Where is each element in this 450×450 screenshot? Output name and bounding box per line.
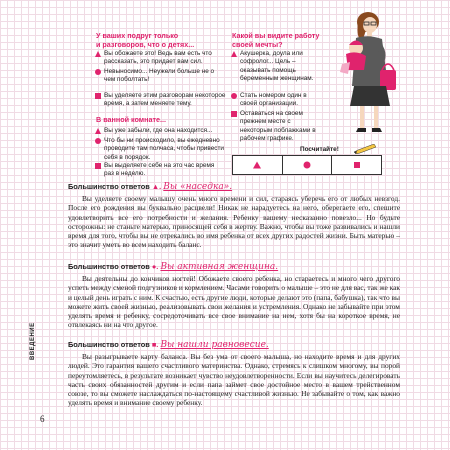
answer-heading-triangle: [68, 182, 232, 192]
item-text: Стать номером один в своей организации.: [240, 92, 307, 108]
triangle-marker-icon: [231, 51, 237, 57]
answer-heading-dot: [68, 262, 278, 272]
item-text: Вы уделяете этим разговорам некоторое время, а затем меняете тему.: [104, 92, 226, 108]
pencil-icon: [354, 144, 376, 154]
item-text: Акушерка, доула или софролог... Цель – оказывать помощь беременным женщинам.: [240, 50, 314, 82]
page-number: 6: [40, 414, 45, 424]
dot-icon: [304, 162, 311, 169]
answer-lead: Большинство ответов: [68, 182, 150, 191]
answer-item-bathroom-triangle: [104, 127, 226, 135]
answer-item-job-square: [240, 110, 322, 143]
answer-lead: Большинство ответов: [68, 262, 150, 271]
item-text: Вы уже забыли, где она находится...: [104, 127, 213, 134]
question-heading-dream-job: Какой вы видите работу своей мечты?: [232, 31, 320, 49]
count-cell-dot[interactable]: [283, 156, 333, 174]
item-text: Оставаться на своем прежнем месте с некоторым поблажками в рабочем графике.: [240, 110, 316, 142]
answer-item-bathroom-dot: [104, 137, 226, 162]
square-marker-icon: [95, 93, 101, 99]
answer-title: Вы «наседка».: [163, 182, 233, 192]
answer-item-friends-square: [104, 92, 226, 109]
count-cell-square[interactable]: [332, 156, 381, 174]
count-cell-triangle[interactable]: [233, 156, 283, 174]
dot-marker-icon: [95, 138, 101, 144]
square-marker-icon: [95, 163, 101, 169]
question-heading-bathroom: В ванной комнате...: [96, 115, 166, 124]
triangle-marker-icon: [95, 51, 101, 57]
answer-title: Вы нашли равновесие.: [160, 340, 269, 350]
answer-item-friends-dot: [104, 68, 226, 85]
section-side-label: ВВЕДЕНИЕ: [30, 322, 36, 360]
triangle-marker-icon: [95, 128, 101, 134]
triangle-icon: ▲.: [151, 182, 162, 191]
answer-text-dot: Вы деятельны до кончиков ногтей! Обожаете своего ребенка, но стараетесь и много чего другого успеть между сменой подгузников и кормлением. Часами говорить о малыше – это не для вас, так же как и целый день играть с ним. К счастью, есть другие люди, которые делают это (папа, бабушка), так что вы можете жить своей жизнью, реализовывать свои желания и устремления. Однако не забывайте при этом уделять время и ребенку, сосредоточивать все свое внимание на нем, хотя бы на короткое время, не отвлекаясь ни на что другое.: [68, 274, 400, 330]
item-text: Невыносимо... Неужели больше не о чем поболтать!: [104, 68, 215, 84]
square-marker-icon: [231, 111, 237, 117]
item-text: Что бы ни происходило, вы ежедневно проводите там полчаса, чтобы привести себя в порядок.: [104, 137, 224, 161]
answer-item-friends-triangle: [104, 50, 226, 67]
answer-title: Вы активная женщина.: [160, 262, 279, 272]
answer-item-job-dot: [240, 92, 322, 109]
answer-text-triangle: Вы уделяете своему малышу очень много времени и сил, стараясь уберечь его от любых невзгод. После его рождения вы буквально расцвели! Никак не нарадуетесь на него, оберегаете его, спешите удовлетворить все его потребности и желания. Ребенку вашему несказанно повезло... Но будьте осторожны: не станьте матерью, приносящей себя в жертву. Важно, чтобы вы тоже развивались и нашли время для того, чтобы вы не отрекались во имя ребенка от всех других радостей жизни. Быть матерью – это значит уметь во всем находить баланс.: [68, 194, 400, 250]
triangle-icon: [253, 162, 261, 169]
dot-marker-icon: [231, 93, 237, 99]
dot-marker-icon: [95, 69, 101, 75]
answer-count-table: [232, 155, 382, 175]
count-label: Посчитайте!: [300, 146, 339, 153]
answer-heading-square: [68, 340, 269, 350]
answer-lead: Большинство ответов: [68, 340, 150, 349]
square-icon: ■.: [151, 340, 159, 349]
item-text: Вы обожаете это! Ведь вам есть что рассказать, это придает вам сил.: [104, 50, 212, 66]
question-heading-friends: У ваших подруг только и разговоров, что о детях...: [96, 31, 195, 49]
mother-with-baby-illustration: [318, 8, 410, 140]
dot-icon: ●.: [151, 262, 159, 271]
answer-text-square: Вы разыгрываете карту баланса. Вы без ума от своего малыша, но находите время и для других людей. Это гарантия вашего счастливого материнства. Однако, стремясь к слишком многому, вы порой переутомляетесь, в результате возникает чувство неудовлетворенности. Если вы научитесь делегировать часть своих обязанностей другим и если папа займет свое достойное место в вашем трейственном союзе, то вы сможете наслаждаться по-настоящему счастливой жизнью. Не забывайте о том, как важно уделять время и внимание своему ребенку.: [68, 352, 400, 408]
square-icon: [354, 162, 360, 168]
item-text: Вы выделяете себе на это час время раз в неделю.: [104, 162, 215, 178]
answer-item-bathroom-square: [104, 162, 226, 179]
answer-item-job-triangle: [240, 50, 322, 83]
